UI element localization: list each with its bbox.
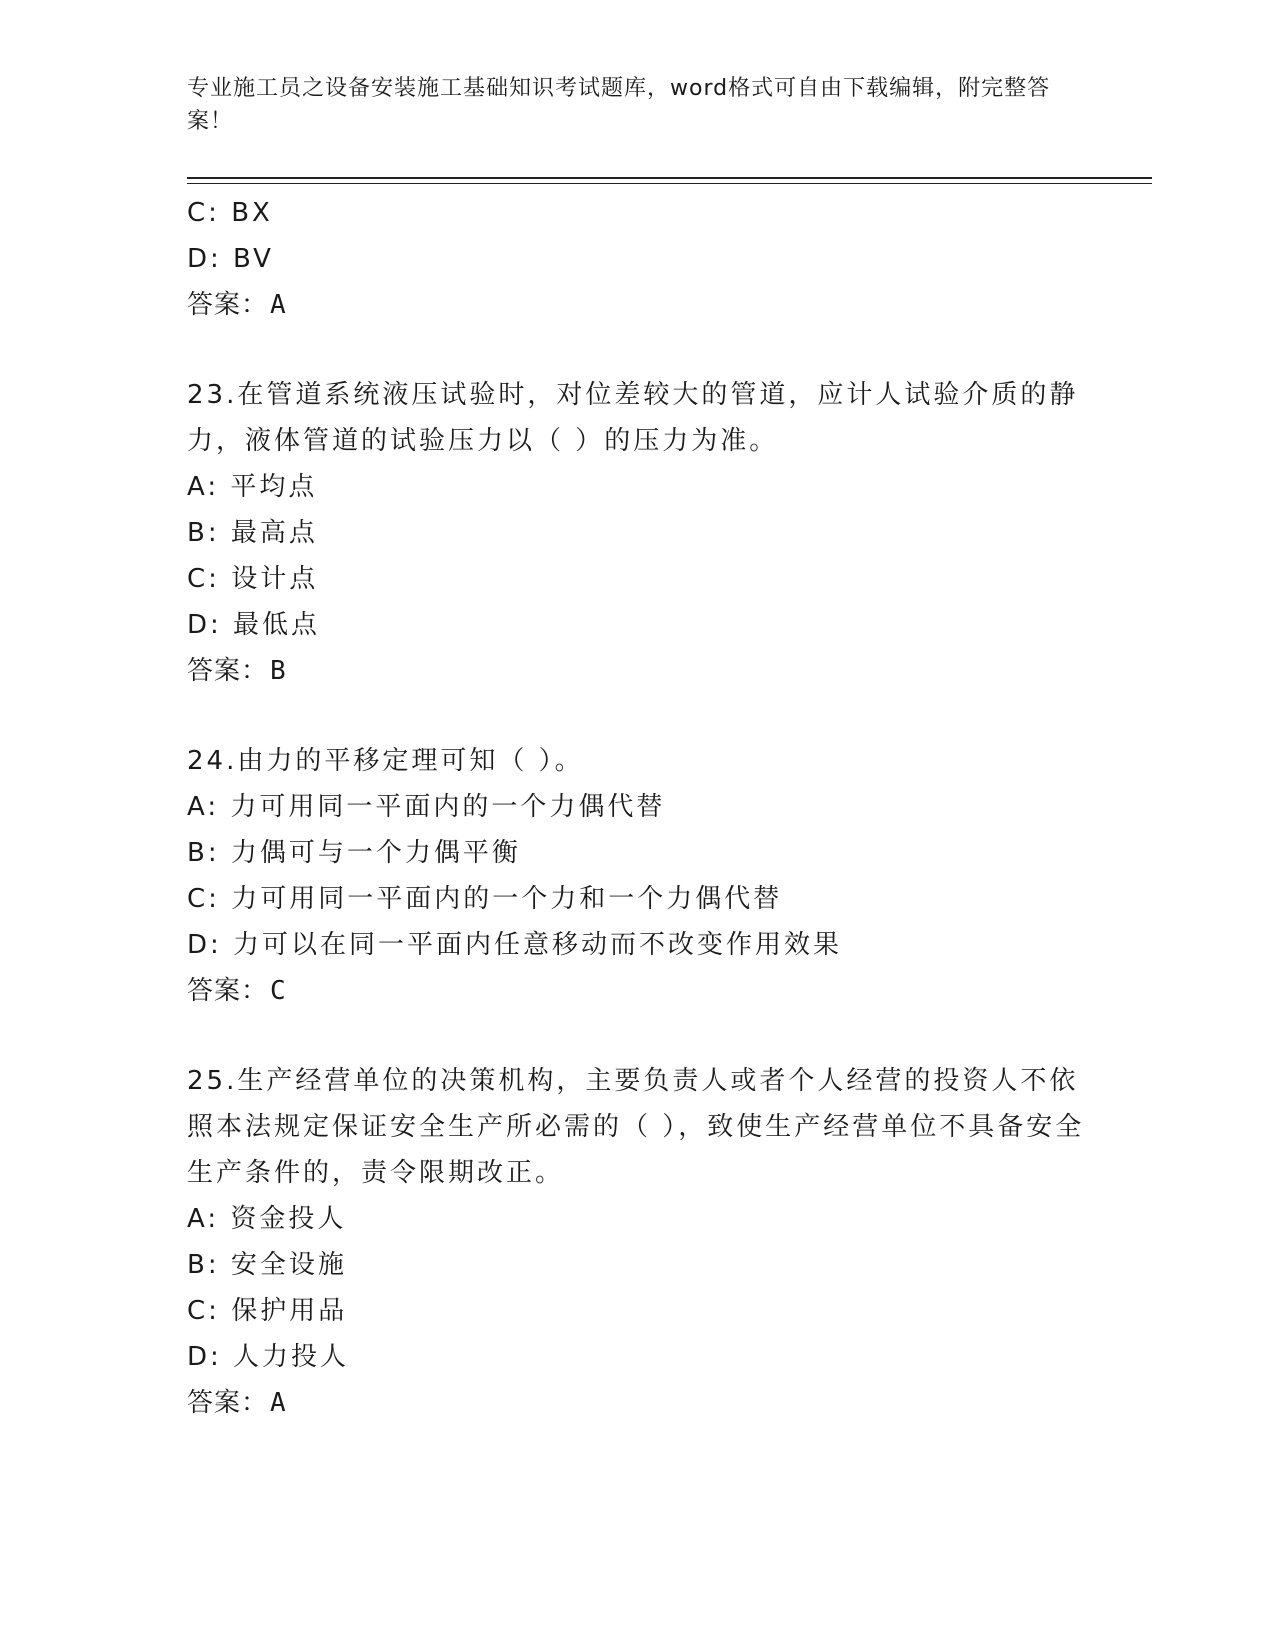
answer-label: 答案： xyxy=(187,656,269,686)
question-stem: 25.生产经营单位的决策机构，主要负责人或者个人经营的投资人不依照本法规定保证安全生产所必需的（ ），致使生产经营单位不具备安全生产条件的，责令限期改正。 xyxy=(187,1066,1085,1188)
question-stem: 24.由力的平移定理可知（ ）。 xyxy=(187,746,584,776)
answer-line xyxy=(187,282,1087,328)
option-d: D: 人力投人 xyxy=(187,1342,350,1372)
answer-value: A xyxy=(270,290,287,320)
answer-value: A xyxy=(270,1388,287,1418)
question-stem: 23.在管道系统液压试验时，对位差较大的管道，应计人试验介质的静力，液体管道的试验压力以（ ）的压力为准。 xyxy=(187,380,1079,456)
answer-label: 答案： xyxy=(187,290,269,320)
option-c: C: 力可用同一平面内的一个力和一个力偶代替 xyxy=(187,884,783,914)
option-d: D: 力可以在同一平面内任意移动而不改变作用效果 xyxy=(187,930,843,960)
answer-label: 答案： xyxy=(187,1388,269,1418)
option-b: B: 安全设施 xyxy=(187,1250,347,1280)
spacer xyxy=(187,328,1087,372)
document-body xyxy=(187,190,1087,1426)
answer-line xyxy=(187,1380,1087,1426)
answer-line xyxy=(187,968,1087,1014)
option-d: D: 最低点 xyxy=(187,610,321,640)
option-c: C: BX xyxy=(187,198,273,228)
answer-label: 答案： xyxy=(187,976,269,1006)
question-24 xyxy=(187,738,1087,1014)
option-b: B: 力偶可与一个力偶平衡 xyxy=(187,838,521,868)
option-a: A: 平均点 xyxy=(187,472,318,502)
answer-value: C xyxy=(270,976,287,1006)
option-c: C: 保护用品 xyxy=(187,1296,348,1326)
question-22-tail xyxy=(187,190,1087,328)
option-d: D: BV xyxy=(187,244,274,274)
header-title: 专业施工员之设备安装施工基础知识考试题库，word格式可自由下载编辑，附完整答案！ xyxy=(187,76,1051,134)
question-25 xyxy=(187,1058,1087,1426)
option-a: A: 资金投人 xyxy=(187,1204,347,1234)
document-header xyxy=(187,72,1067,138)
answer-value: B xyxy=(270,656,287,686)
option-a: A: 力可用同一平面内的一个力偶代替 xyxy=(187,792,666,822)
answer-line xyxy=(187,648,1087,694)
option-b: B: 最高点 xyxy=(187,518,318,548)
question-23 xyxy=(187,372,1087,694)
spacer xyxy=(187,694,1087,738)
header-rule-thin xyxy=(187,183,1152,184)
header-rule-thick xyxy=(187,177,1152,179)
option-c: C: 设计点 xyxy=(187,564,319,594)
spacer xyxy=(187,1014,1087,1058)
